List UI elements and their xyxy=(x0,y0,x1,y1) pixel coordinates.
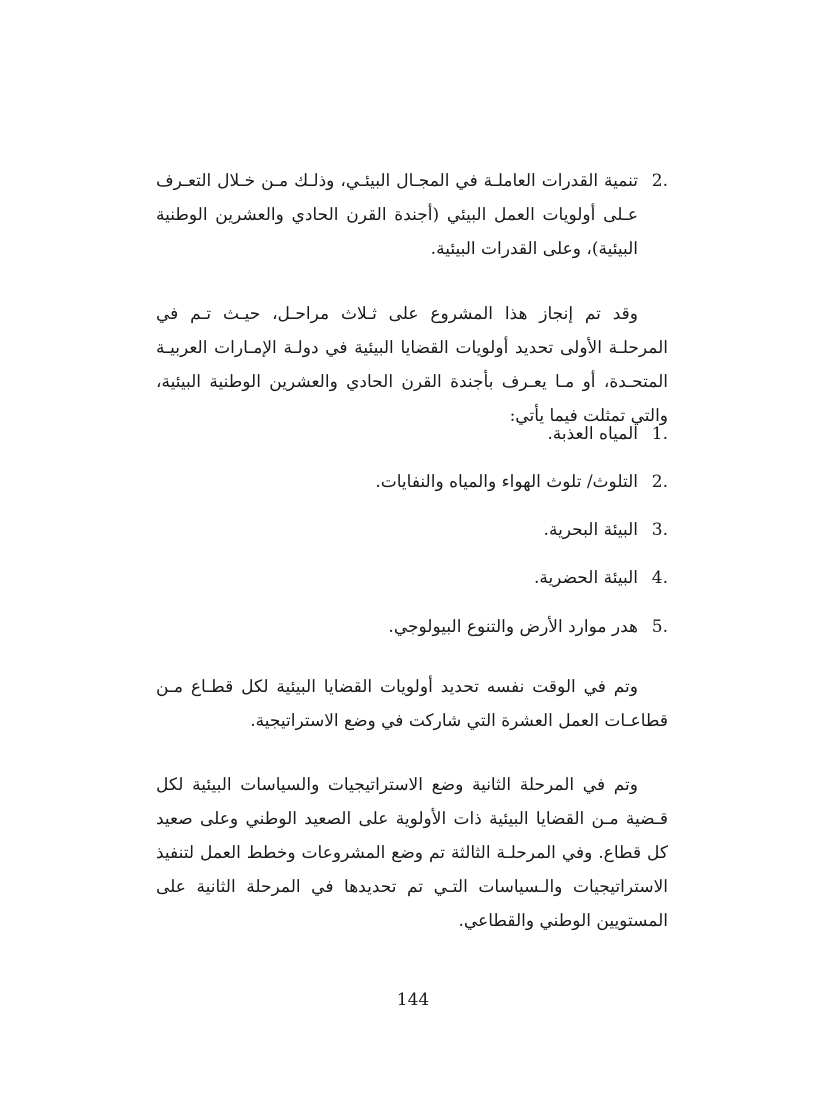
list-item-text: تنمية القدرات العاملـة في المجـال البيئـي، وذلـك مـن خـلال التعـرف عـلى أولويات العمل البيئي (أجندة القرن الحادي والعشرين الوطنية البيئية)، وعلى القدرات البيئية. xyxy=(156,171,638,259)
intro-list-item xyxy=(156,164,668,266)
list-item-text: التلوث/ تلوث الهواء والمياه والنفايات. xyxy=(375,472,638,492)
list-item-number: 5. xyxy=(651,617,668,637)
page-number: 144 xyxy=(396,990,430,1010)
list-item-text: هدر موارد الأرض والتنوع البيولوجي. xyxy=(388,617,638,637)
paragraph-second-third-phase: وتم في المرحلة الثانية وضع الاستراتيجيات والسياسات البيئية لكل قـضية مـن القضايا البيئية ذات الأولوية على الصعيد الوطني وعلى صعيد كل قطاع. وفي المرحلـة الثالثة تم وضع المشروعات وخطط العمل لتنفيذ الاستراتيجيات والـسياسات التـي تم تحديدها في المرحلة الثانية على المستويين الوطني والقطاعي. xyxy=(156,775,668,931)
list-item-number: 2. xyxy=(651,472,668,492)
list-item-number: 1. xyxy=(651,424,668,444)
list-item-number: 3. xyxy=(651,520,668,540)
list-item-text: البيئة البحرية. xyxy=(543,520,638,540)
list-item-text: البيئة الحضرية. xyxy=(533,568,638,588)
priority-item-3 xyxy=(156,513,668,547)
priority-item-1 xyxy=(156,417,668,451)
list-item-number: 4. xyxy=(651,568,668,588)
paragraph-sector-priorities: وتم في الوقت نفسه تحديد أولويات القضايا البيئية لكل قطـاع مـن قطاعـات العمل العشرة التي شاركت في وضع الاستراتيجية. xyxy=(156,677,668,731)
priority-item-5 xyxy=(156,610,668,644)
priority-item-4 xyxy=(156,561,668,595)
priority-item-2 xyxy=(156,465,668,499)
list-item-number: 2. xyxy=(651,171,668,191)
paragraph-first-phase: وقد تم إنجاز هذا المشروع على ثـلاث مراحـل، حيـث تـم في المرحلـة الأولى تحديد أولويات القضايا البيئية في دولـة الإمـارات العربيـة المتحـدة، أو مـا يعـرف بأجندة القرن الحادي والعشرين الوطنية البيئية، والتي تمثلت فيما يأتي: xyxy=(156,304,668,426)
list-item-text: المياه العذبة. xyxy=(547,424,638,444)
